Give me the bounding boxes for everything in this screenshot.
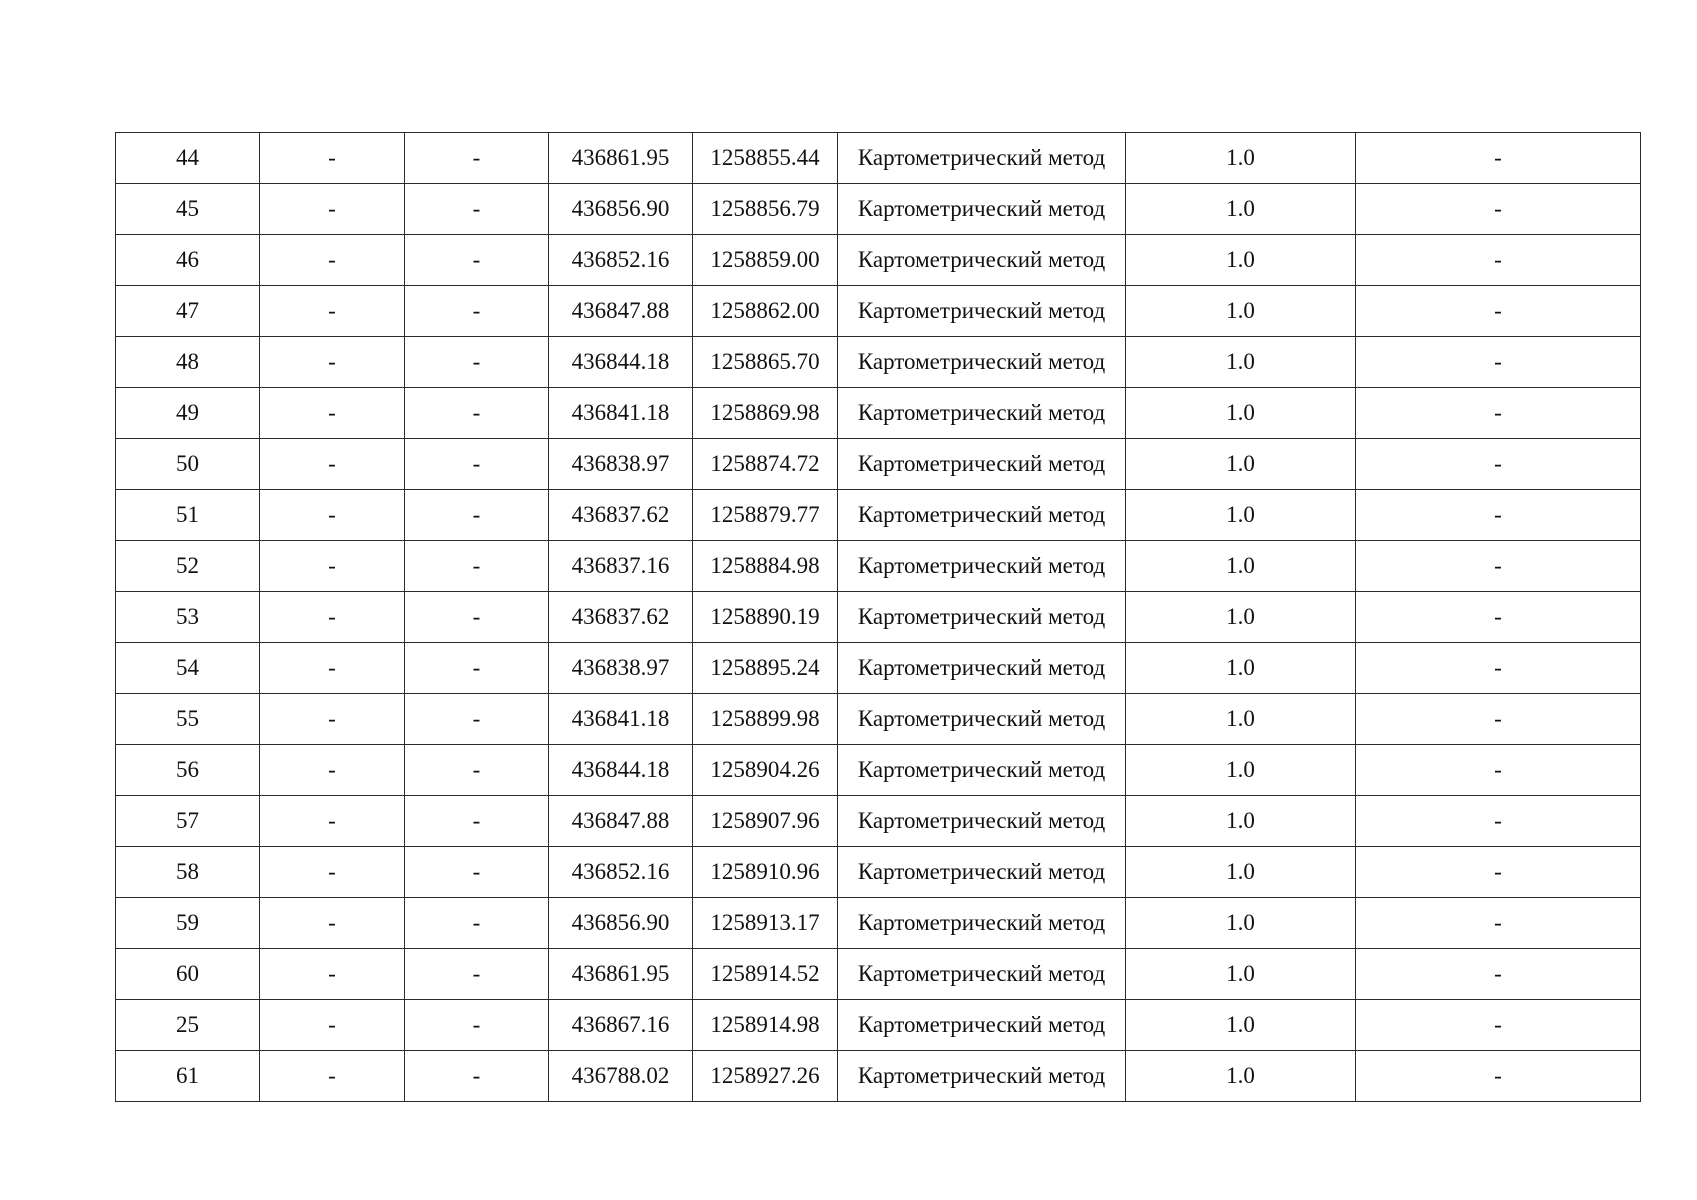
coord-y-cell: 1258907.96 — [693, 796, 838, 847]
accuracy-cell: 1.0 — [1126, 592, 1356, 643]
coord-y-cell: 1258862.00 — [693, 286, 838, 337]
empty-coord-x-cell: - — [260, 286, 405, 337]
empty-coord-x-cell: - — [260, 796, 405, 847]
empty-coord-x-cell: - — [260, 745, 405, 796]
point-number-cell: 44 — [116, 133, 260, 184]
coord-y-cell: 1258874.72 — [693, 439, 838, 490]
coord-y-cell: 1258859.00 — [693, 235, 838, 286]
table-row — [116, 592, 1641, 643]
description-cell: - — [1356, 286, 1641, 337]
empty-coord-y-cell: - — [405, 592, 549, 643]
coord-x-cell: 436852.16 — [549, 847, 693, 898]
point-number-cell: 51 — [116, 490, 260, 541]
description-cell: - — [1356, 490, 1641, 541]
point-number-cell: 55 — [116, 694, 260, 745]
method-cell: Картометрический метод — [838, 949, 1126, 1000]
table-body — [116, 133, 1641, 1102]
coord-x-cell: 436856.90 — [549, 898, 693, 949]
accuracy-cell: 1.0 — [1126, 796, 1356, 847]
point-number-cell: 57 — [116, 796, 260, 847]
coord-x-cell: 436856.90 — [549, 184, 693, 235]
empty-coord-y-cell: - — [405, 898, 549, 949]
coord-y-cell: 1258856.79 — [693, 184, 838, 235]
empty-coord-x-cell: - — [260, 490, 405, 541]
table-row — [116, 796, 1641, 847]
coordinates-table — [115, 132, 1641, 1102]
coord-y-cell: 1258927.26 — [693, 1051, 838, 1102]
coord-y-cell: 1258910.96 — [693, 847, 838, 898]
accuracy-cell: 1.0 — [1126, 184, 1356, 235]
description-cell: - — [1356, 643, 1641, 694]
coord-x-cell: 436852.16 — [549, 235, 693, 286]
accuracy-cell: 1.0 — [1126, 490, 1356, 541]
table-row — [116, 1051, 1641, 1102]
point-number-cell: 49 — [116, 388, 260, 439]
method-cell: Картометрический метод — [838, 1000, 1126, 1051]
method-cell: Картометрический метод — [838, 592, 1126, 643]
point-number-cell: 25 — [116, 1000, 260, 1051]
table-row — [116, 286, 1641, 337]
empty-coord-y-cell: - — [405, 388, 549, 439]
coord-y-cell: 1258884.98 — [693, 541, 838, 592]
coord-x-cell: 436861.95 — [549, 133, 693, 184]
empty-coord-x-cell: - — [260, 133, 405, 184]
empty-coord-x-cell: - — [260, 949, 405, 1000]
method-cell: Картометрический метод — [838, 847, 1126, 898]
coord-x-cell: 436838.97 — [549, 643, 693, 694]
table-row — [116, 337, 1641, 388]
coord-y-cell: 1258914.98 — [693, 1000, 838, 1051]
empty-coord-y-cell: - — [405, 184, 549, 235]
table-row — [116, 847, 1641, 898]
empty-coord-y-cell: - — [405, 694, 549, 745]
empty-coord-y-cell: - — [405, 439, 549, 490]
accuracy-cell: 1.0 — [1126, 847, 1356, 898]
table-row — [116, 490, 1641, 541]
table-row — [116, 133, 1641, 184]
empty-coord-y-cell: - — [405, 133, 549, 184]
description-cell: - — [1356, 898, 1641, 949]
empty-coord-x-cell: - — [260, 898, 405, 949]
accuracy-cell: 1.0 — [1126, 643, 1356, 694]
method-cell: Картометрический метод — [838, 184, 1126, 235]
point-number-cell: 47 — [116, 286, 260, 337]
description-cell: - — [1356, 133, 1641, 184]
point-number-cell: 60 — [116, 949, 260, 1000]
coord-x-cell: 436837.62 — [549, 490, 693, 541]
description-cell: - — [1356, 745, 1641, 796]
coord-y-cell: 1258879.77 — [693, 490, 838, 541]
coord-x-cell: 436837.62 — [549, 592, 693, 643]
description-cell: - — [1356, 847, 1641, 898]
table-row — [116, 388, 1641, 439]
description-cell: - — [1356, 592, 1641, 643]
empty-coord-y-cell: - — [405, 796, 549, 847]
description-cell: - — [1356, 1051, 1641, 1102]
method-cell: Картометрический метод — [838, 898, 1126, 949]
coord-y-cell: 1258855.44 — [693, 133, 838, 184]
empty-coord-y-cell: - — [405, 235, 549, 286]
table-row — [116, 643, 1641, 694]
empty-coord-x-cell: - — [260, 1051, 405, 1102]
point-number-cell: 48 — [116, 337, 260, 388]
coord-x-cell: 436847.88 — [549, 796, 693, 847]
empty-coord-x-cell: - — [260, 439, 405, 490]
table-row — [116, 439, 1641, 490]
method-cell: Картометрический метод — [838, 1051, 1126, 1102]
description-cell: - — [1356, 235, 1641, 286]
coord-y-cell: 1258913.17 — [693, 898, 838, 949]
table-row — [116, 898, 1641, 949]
method-cell: Картометрический метод — [838, 643, 1126, 694]
point-number-cell: 46 — [116, 235, 260, 286]
method-cell: Картометрический метод — [838, 388, 1126, 439]
coord-x-cell: 436844.18 — [549, 337, 693, 388]
point-number-cell: 58 — [116, 847, 260, 898]
table-row — [116, 745, 1641, 796]
coord-x-cell: 436841.18 — [549, 694, 693, 745]
empty-coord-y-cell: - — [405, 286, 549, 337]
accuracy-cell: 1.0 — [1126, 1051, 1356, 1102]
accuracy-cell: 1.0 — [1126, 694, 1356, 745]
method-cell: Картометрический метод — [838, 490, 1126, 541]
accuracy-cell: 1.0 — [1126, 541, 1356, 592]
method-cell: Картометрический метод — [838, 439, 1126, 490]
empty-coord-y-cell: - — [405, 541, 549, 592]
empty-coord-x-cell: - — [260, 541, 405, 592]
empty-coord-x-cell: - — [260, 592, 405, 643]
description-cell: - — [1356, 184, 1641, 235]
point-number-cell: 54 — [116, 643, 260, 694]
table-row — [116, 184, 1641, 235]
coord-y-cell: 1258865.70 — [693, 337, 838, 388]
coord-y-cell: 1258895.24 — [693, 643, 838, 694]
empty-coord-x-cell: - — [260, 337, 405, 388]
method-cell: Картометрический метод — [838, 796, 1126, 847]
accuracy-cell: 1.0 — [1126, 337, 1356, 388]
empty-coord-y-cell: - — [405, 490, 549, 541]
method-cell: Картометрический метод — [838, 286, 1126, 337]
coord-y-cell: 1258899.98 — [693, 694, 838, 745]
description-cell: - — [1356, 694, 1641, 745]
point-number-cell: 59 — [116, 898, 260, 949]
empty-coord-y-cell: - — [405, 1000, 549, 1051]
empty-coord-x-cell: - — [260, 235, 405, 286]
method-cell: Картометрический метод — [838, 337, 1126, 388]
empty-coord-y-cell: - — [405, 949, 549, 1000]
coord-y-cell: 1258904.26 — [693, 745, 838, 796]
point-number-cell: 61 — [116, 1051, 260, 1102]
empty-coord-y-cell: - — [405, 745, 549, 796]
description-cell: - — [1356, 388, 1641, 439]
empty-coord-x-cell: - — [260, 1000, 405, 1051]
description-cell: - — [1356, 949, 1641, 1000]
empty-coord-x-cell: - — [260, 388, 405, 439]
coord-x-cell: 436861.95 — [549, 949, 693, 1000]
empty-coord-x-cell: - — [260, 694, 405, 745]
empty-coord-y-cell: - — [405, 847, 549, 898]
empty-coord-x-cell: - — [260, 643, 405, 694]
description-cell: - — [1356, 541, 1641, 592]
method-cell: Картометрический метод — [838, 745, 1126, 796]
point-number-cell: 56 — [116, 745, 260, 796]
table-row — [116, 1000, 1641, 1051]
accuracy-cell: 1.0 — [1126, 439, 1356, 490]
coord-x-cell: 436844.18 — [549, 745, 693, 796]
accuracy-cell: 1.0 — [1126, 286, 1356, 337]
accuracy-cell: 1.0 — [1126, 1000, 1356, 1051]
accuracy-cell: 1.0 — [1126, 745, 1356, 796]
accuracy-cell: 1.0 — [1126, 898, 1356, 949]
empty-coord-y-cell: - — [405, 337, 549, 388]
point-number-cell: 52 — [116, 541, 260, 592]
description-cell: - — [1356, 337, 1641, 388]
accuracy-cell: 1.0 — [1126, 949, 1356, 1000]
table-row — [116, 949, 1641, 1000]
accuracy-cell: 1.0 — [1126, 133, 1356, 184]
coord-x-cell: 436837.16 — [549, 541, 693, 592]
empty-coord-x-cell: - — [260, 847, 405, 898]
coord-x-cell: 436788.02 — [549, 1051, 693, 1102]
coord-y-cell: 1258890.19 — [693, 592, 838, 643]
coord-x-cell: 436847.88 — [549, 286, 693, 337]
table-row — [116, 694, 1641, 745]
point-number-cell: 50 — [116, 439, 260, 490]
coord-y-cell: 1258914.52 — [693, 949, 838, 1000]
coord-x-cell: 436841.18 — [549, 388, 693, 439]
empty-coord-y-cell: - — [405, 643, 549, 694]
point-number-cell: 53 — [116, 592, 260, 643]
table-row — [116, 235, 1641, 286]
coord-x-cell: 436867.16 — [549, 1000, 693, 1051]
coord-x-cell: 436838.97 — [549, 439, 693, 490]
coord-y-cell: 1258869.98 — [693, 388, 838, 439]
empty-coord-y-cell: - — [405, 1051, 549, 1102]
method-cell: Картометрический метод — [838, 235, 1126, 286]
empty-coord-x-cell: - — [260, 184, 405, 235]
table-row — [116, 541, 1641, 592]
accuracy-cell: 1.0 — [1126, 388, 1356, 439]
description-cell: - — [1356, 1000, 1641, 1051]
method-cell: Картометрический метод — [838, 694, 1126, 745]
description-cell: - — [1356, 796, 1641, 847]
description-cell: - — [1356, 439, 1641, 490]
point-number-cell: 45 — [116, 184, 260, 235]
method-cell: Картометрический метод — [838, 541, 1126, 592]
method-cell: Картометрический метод — [838, 133, 1126, 184]
accuracy-cell: 1.0 — [1126, 235, 1356, 286]
